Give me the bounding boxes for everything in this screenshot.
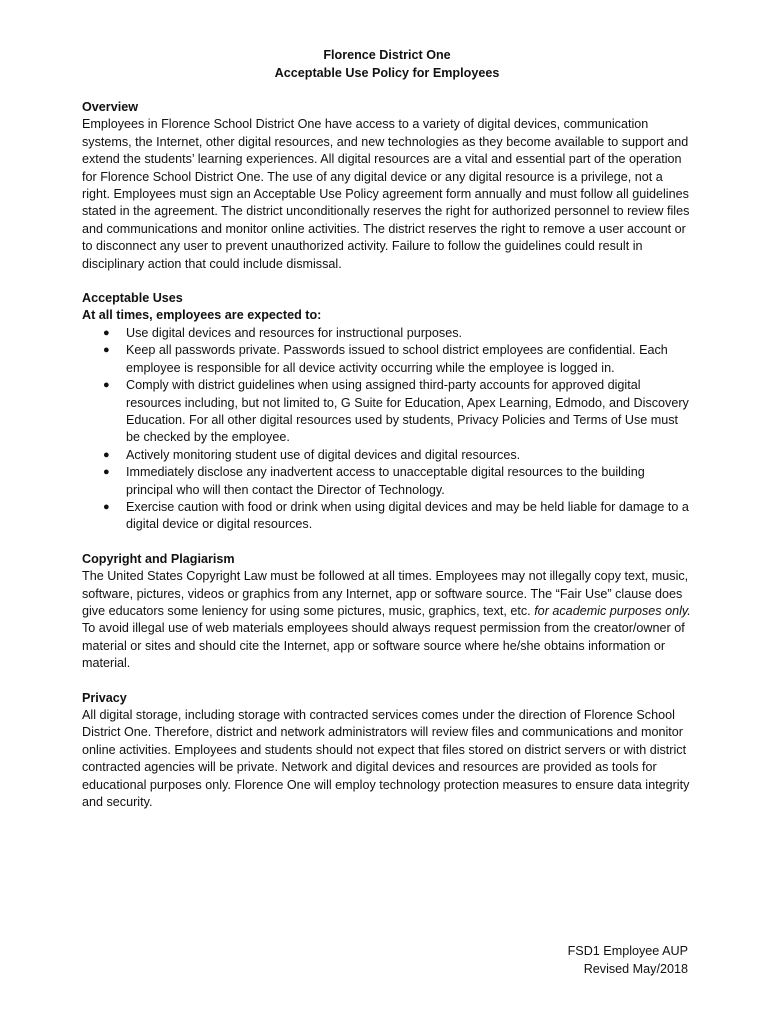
list-item-text: Exercise caution with food or drink when using digital devices and may be held liable for damage to a digital device or digital resources. — [126, 499, 689, 532]
document-page — [82, 46, 692, 828]
bullet-icon: ● — [103, 500, 110, 513]
acceptable-uses-section — [82, 290, 692, 534]
footer-doc-name: FSD1 Employee AUP — [567, 944, 688, 958]
bullet-icon: ● — [103, 466, 110, 479]
list-item-text: Comply with district guidelines when using assigned third-party accounts for approved digital resources including, but not limited to, G Suite for Education, Apex Learning, Edmodo, and Discovery Education. For all other digital resources used by students, Privacy Policies and Terms of Use must be checked by the employee. — [126, 378, 689, 445]
copyright-italic-phrase: for academic purposes only. — [534, 603, 691, 618]
document-subtitle: Acceptable Use Policy for Employees — [274, 66, 500, 80]
list-item-text: Actively monitoring student use of digital devices and digital resources. — [126, 447, 521, 462]
bullet-icon: ● — [103, 326, 110, 339]
acceptable-uses-subheading: At all times, employees are expected to: — [82, 308, 322, 323]
list-item — [82, 325, 692, 342]
copyright-body: The United States Copyright Law must be followed at all times. Employees may not illegally copy text, music, software, pictures, videos or graphics from any Internet, app or software source. The “Fair Use” clause does give educators some leniency for using some pictures, music, graphics, text, etc. for academic purposes only. To avoid illegal use of web materials employees should always request permission from the creator/owner of material or sites and should cite the Internet, app or software source where he/she obtains information or material. — [82, 569, 691, 671]
document-title-block — [82, 46, 692, 82]
bullet-icon: ● — [103, 344, 110, 357]
privacy-heading: Privacy — [82, 690, 127, 705]
list-item-text: Immediately disclose any inadvertent access to unacceptable digital resources to the building principal who will then contact the Director of Technology. — [126, 465, 645, 497]
overview-section — [82, 99, 692, 273]
list-item — [82, 464, 692, 499]
list-item — [82, 377, 692, 447]
overview-body: Employees in Florence School District One have access to a variety of digital devices, communication systems, the Internet, other digital resources, and new technologies as they become available to support and extend the students’ learning experiences. All digital resources are a vital and essential part of the operation for Florence School District One. The use of any digital device or any digital resource is a privilege, not a right. Employees must sign an Acceptable Use Policy agreement form annually and must follow all guidelines stated in the agreement. The district unconditionally reserves the right for authorized personnel to review files and communications and monitor online activities. The district reserves the right to remove a user account or to disconnect any user to prevent unauthorized activity. Failure to follow the guidelines could result in disciplinary action that could include dismissal. — [82, 117, 690, 271]
list-item-text: Keep all passwords private. Passwords issued to school district employees are confidential. Each employee is responsible for all device activity occurring while the employee is logged in. — [126, 343, 668, 375]
list-item-text: Use digital devices and resources for instructional purposes. — [126, 325, 463, 340]
copyright-heading: Copyright and Plagiarism — [82, 551, 235, 566]
bullet-icon: ● — [103, 379, 110, 392]
bullet-icon: ● — [103, 448, 110, 461]
list-item — [82, 499, 692, 534]
list-item — [82, 342, 692, 377]
document-footer — [568, 942, 688, 978]
document-title: Florence District One — [323, 48, 451, 62]
privacy-body: All digital storage, including storage with contracted services comes under the direction of Florence School District One. Therefore, district and network administrators will review files and communications and monitor online activities. Employees and students should not expect that files stored on district servers or with district contracted agencies will be private. Network and digital devices and resources are provided as tools for educational purposes only. Florence One will employ technology protection measures to ensure data integrity and security. — [82, 708, 690, 810]
acceptable-uses-list — [82, 325, 692, 534]
copyright-section — [82, 551, 692, 673]
acceptable-uses-heading: Acceptable Uses — [82, 291, 183, 306]
overview-heading: Overview — [82, 100, 139, 114]
privacy-section — [82, 690, 692, 812]
list-item — [82, 447, 692, 464]
footer-revision: Revised May/2018 — [583, 962, 688, 976]
